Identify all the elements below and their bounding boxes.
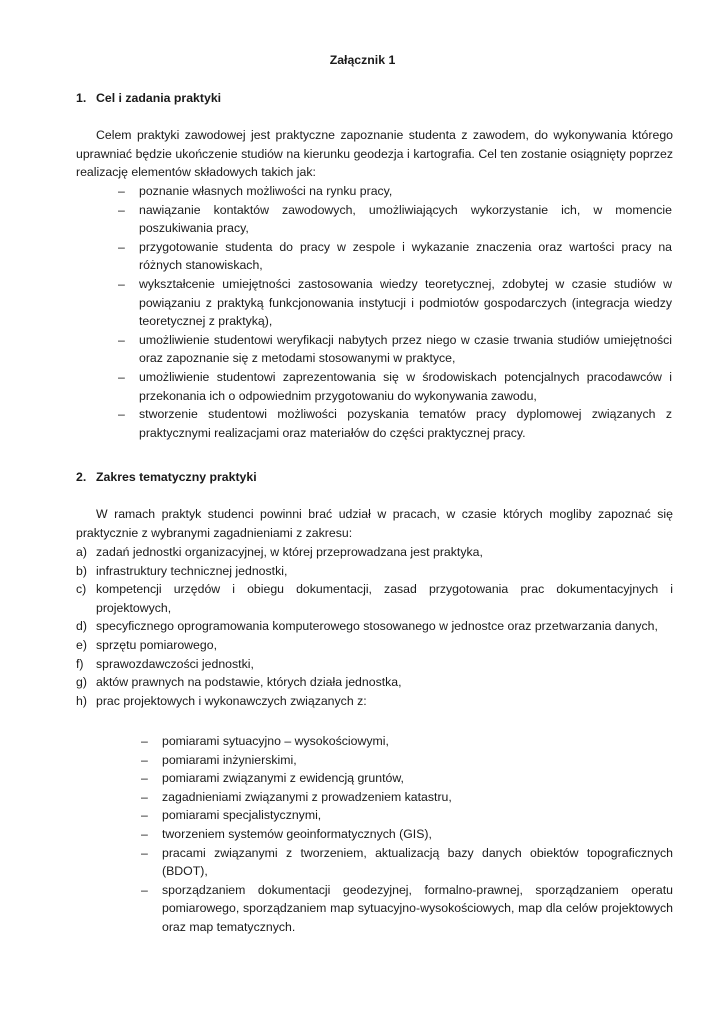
- list-item: – tworzeniem systemów geoinformatycznych (GIS),: [162, 825, 673, 844]
- list-marker: f): [76, 656, 84, 671]
- section-2-intro-text: W ramach praktyk studenci powinni brać udział w pracach, w czasie których mogliby zapoznać się praktycznie z wybranymi zagadnieniami z zakresu:: [76, 507, 673, 540]
- list-item: – umożliwienie studentowi weryfikacji nabytych przez niego w czasie trwania studiów umiejętności oraz zapoznanie się z metodami stosowanymi w praktyce,: [118, 332, 672, 366]
- bullet-dash: –: [141, 789, 148, 804]
- section-1-intro: [76, 126, 673, 182]
- bullet-dash: –: [118, 184, 125, 198]
- list-item: – pomiarami specjalistycznymi,: [162, 806, 673, 825]
- list-marker: h): [76, 693, 87, 708]
- list-item: c) kompetencji urzędów i obiegu dokumentacji, zasad przygotowania prac dokumentacyjnych i projektowych,: [76, 582, 673, 615]
- section-1-list: [118, 182, 672, 442]
- bullet-dash: –: [141, 771, 148, 786]
- list-item: – umożliwienie studentowi zaprezentowania się w środowiskach potencjalnych pracodawców i przekonania ich o odpowiednim przygotowaniu do wykonywania zawodu,: [118, 369, 672, 403]
- list-item: – pracami związanymi z tworzeniem, aktualizacją bazy danych obiektów topograficznych (BDOT),: [141, 845, 673, 879]
- list-marker: c): [76, 582, 87, 597]
- list-item: h) prac projektowych i wykonawczych związanych z:: [96, 692, 673, 711]
- list-item: d) specyficznego oprogramowania komputerowego stosowanego w jednostce oraz przetwarzania danych,: [96, 617, 673, 636]
- bullet-dash: –: [118, 239, 125, 254]
- bullet-dash: –: [118, 369, 125, 384]
- list-item: e) sprzętu pomiarowego,: [96, 636, 673, 655]
- bullet-dash: –: [118, 407, 125, 422]
- section-1-heading: [76, 89, 221, 108]
- section-2-list: [76, 543, 673, 710]
- section-2-heading: [76, 468, 257, 487]
- section-1-intro-text: Celem praktyki zawodowej jest praktyczne zapoznanie studenta z zawodem, do wykonywania którego uprawniać będzie ukończenie studiów na kierunku geodezja i kartografia. Cel ten zostanie osiągnięty poprzez realizację elementów składowych takich jak:: [76, 128, 673, 180]
- bullet-dash: –: [141, 882, 148, 897]
- list-marker: d): [76, 619, 87, 634]
- section-2-sublist: [141, 732, 673, 937]
- bullet-dash: –: [141, 826, 148, 841]
- page-title: Załącznik 1: [329, 53, 396, 67]
- list-item: f) sprawozdawczości jednostki,: [96, 655, 673, 674]
- list-item: – pomiarami sytuacyjno – wysokościowymi,: [162, 732, 673, 751]
- list-item: – sporządzaniem dokumentacji geodezyjnej, formalno-prawnej, sporządzaniem operatu pomiarowego, sporządzaniem map sytuacyjno-wysokościowych, map dla celów projektowych oraz map tematycznych.: [141, 882, 673, 934]
- bullet-dash: –: [141, 752, 148, 767]
- bullet-dash: –: [141, 734, 148, 748]
- list-item: – poznanie własnych możliwości na rynku pracy,: [139, 182, 672, 201]
- section-2-intro: [76, 505, 673, 542]
- list-item: – stworzenie studentowi możliwości pozyskania tematów pracy dyplomowej związanych z praktycznymi realizacjami oraz materiałów do części praktycznej pracy.: [118, 407, 672, 440]
- list-item: – pomiarami inżynierskimi,: [162, 751, 673, 770]
- list-marker: b): [76, 563, 87, 578]
- bullet-dash: –: [118, 332, 125, 347]
- section-1-title: Cel i zadania praktyki: [96, 91, 222, 105]
- list-marker: g): [76, 675, 87, 690]
- list-item: b) infrastruktury technicznej jednostki,: [96, 562, 673, 581]
- list-marker: a): [76, 545, 87, 559]
- section-1-number: 1.: [76, 91, 87, 105]
- list-item: – przygotowanie studenta do pracy w zespole i wykazanie znaczenia oraz wartości pracy na różnych stanowiskach,: [118, 239, 672, 273]
- list-item: – wykształcenie umiejętności zastosowania wiedzy teoretycznej, zdobytej w czasie studiów w powiązaniu z praktyką funkcjonowania instytucji i podmiotów gospodarczych (integracja wiedzy teoretycznej z praktyką),: [118, 276, 672, 329]
- list-item: – zagadnieniami związanymi z prowadzeniem katastru,: [162, 788, 673, 807]
- list-item: a) zadań jednostki organizacyjnej, w której przeprowadzana jest praktyka,: [96, 543, 673, 562]
- section-2-title: Zakres tematyczny praktyki: [96, 470, 257, 484]
- bullet-dash: –: [118, 202, 125, 217]
- list-item: – nawiązanie kontaktów zawodowych, umożliwiających wykorzystanie ich, w momencie poszukiwania pracy,: [118, 202, 672, 236]
- section-2-number: 2.: [76, 470, 87, 484]
- list-item: – pomiarami związanymi z ewidencją gruntów,: [162, 769, 673, 788]
- bullet-dash: –: [141, 845, 148, 860]
- list-marker: e): [76, 637, 87, 652]
- bullet-dash: –: [141, 808, 148, 823]
- list-item: g) aktów prawnych na podstawie, których działa jednostka,: [96, 673, 673, 692]
- bullet-dash: –: [118, 276, 125, 291]
